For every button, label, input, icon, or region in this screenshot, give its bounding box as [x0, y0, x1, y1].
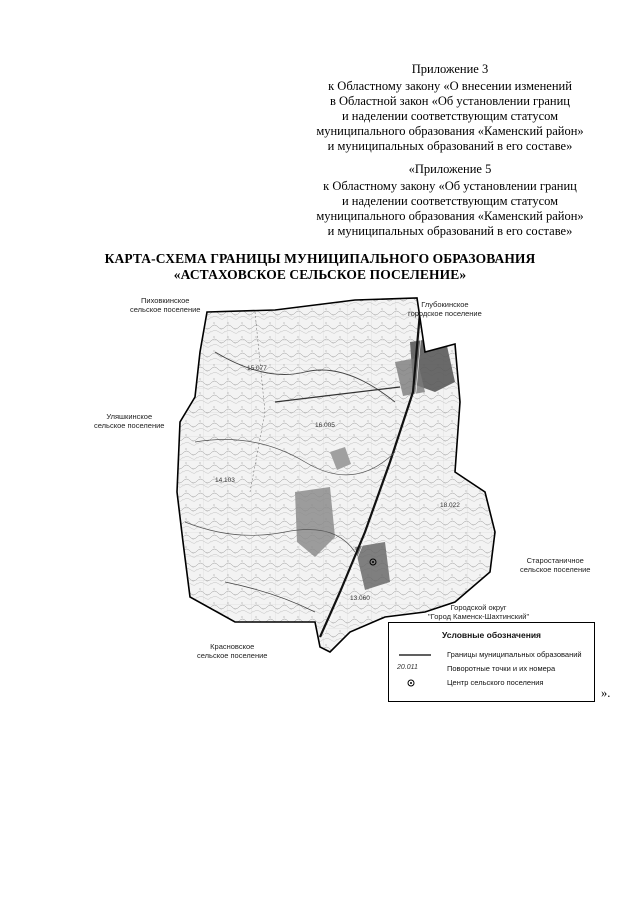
legend-item-center [397, 678, 587, 688]
legend-item-text: Границы муниципальных образований [447, 650, 582, 659]
document-title [0, 251, 640, 283]
closing-quote: ». [601, 686, 611, 700]
turning-point-label: 18.022 [440, 502, 460, 509]
settlement-center-icon [397, 678, 433, 688]
appendix-5-heading: «Приложение 5 [408, 162, 492, 176]
appendix-3-line: в Областной закон «Об установлении границ [329, 94, 570, 108]
neighbor-label-west [94, 412, 164, 430]
turning-point-sample: 20.011 [397, 664, 418, 671]
appendix-5-line: и муниципальных образований в его составе» [327, 224, 573, 238]
title-line-1: КАРТА-СХЕМА ГРАНИЦЫ МУНИЦИПАЛЬНОГО ОБРАЗОВАНИЯ [104, 251, 536, 266]
neighbor-label-south-east [428, 603, 529, 621]
boundary-line-icon [397, 650, 433, 660]
legend-title: Условные обозначения [441, 630, 542, 640]
neighbor-label-north-west [130, 296, 200, 314]
neighbor-label-north-east [408, 300, 482, 318]
neighbor-label-south-west [197, 642, 267, 660]
appendix-5-line: к Областному закону «Об установлении границ [323, 179, 577, 193]
turning-point-label: 13.060 [350, 595, 370, 602]
appendix-5-line: и наделении соответствующим статусом [341, 194, 559, 208]
neighbor-name: Городской округ [450, 603, 507, 612]
appendix-5-block [300, 162, 600, 239]
neighbor-type: сельское поселение [94, 421, 165, 430]
appendix-3-heading: Приложение 3 [411, 62, 489, 76]
appendix-3-line: и наделении соответствующим статусом [341, 109, 559, 123]
appendix-3-line: к Областному закону «О внесении изменений [328, 79, 572, 93]
map-legend [388, 622, 595, 702]
legend-item-text: Поворотные точки и их номера [447, 664, 556, 673]
neighbor-type: сельское поселение [130, 305, 201, 314]
neighbor-type: "Город Каменск-Шахтинский" [428, 612, 530, 621]
appendix-3-line: и муниципальных образований в его составе» [327, 139, 573, 153]
neighbor-name: Красновское [210, 642, 255, 651]
neighbor-type: сельское поселение [197, 651, 268, 660]
title-line-2: «АСТАХОВСКОЕ СЕЛЬСКОЕ ПОСЕЛЕНИЕ» [173, 267, 467, 282]
legend-item-text: Центр сельского поселения [447, 678, 544, 687]
neighbor-name: Уляшкинское [106, 412, 153, 421]
neighbor-type: городское поселение [408, 309, 482, 318]
turning-point-label: 15.077 [247, 365, 267, 372]
neighbor-label-east [520, 556, 590, 574]
turning-point-label: 16.005 [315, 422, 335, 429]
turning-point-label: 14.103 [215, 477, 235, 484]
neighbor-type: сельское поселение [520, 565, 591, 574]
neighbor-name: Пиховкинское [140, 296, 190, 305]
appendix-3-block [300, 62, 600, 154]
neighbor-name: Старостаничное [526, 556, 584, 565]
appendix-5-line: муниципального образования «Каменский район» [316, 209, 584, 223]
legend-item-turning-points [397, 664, 587, 674]
neighbor-name: Глубокинское [421, 300, 469, 309]
appendix-3-line: муниципального образования «Каменский район» [316, 124, 584, 138]
legend-item-boundary [397, 650, 587, 660]
